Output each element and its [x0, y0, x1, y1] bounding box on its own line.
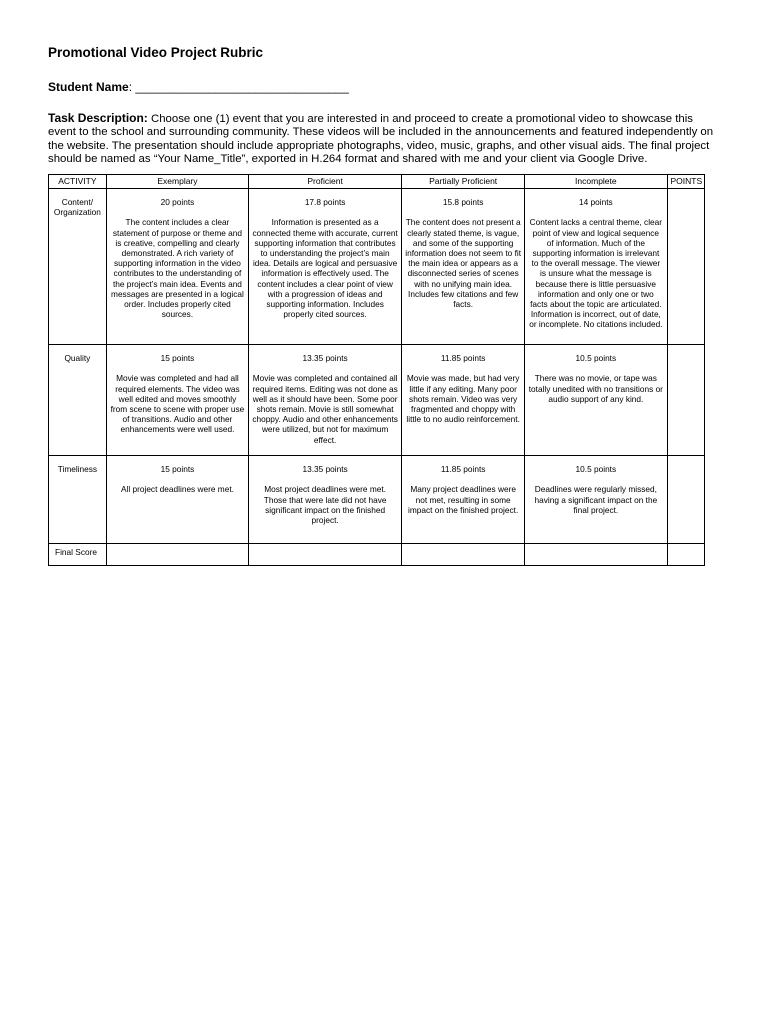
final-empty-cell [249, 544, 402, 566]
criteria-text: The content includes a clear statement of purpose or theme and is creative, compelling and clearly demonstrated. A rich variety of supporting information in the video contributes to the understanding of the project’s main idea. Events and messages are presented in a logical order. Includes properly cited sources. [111, 217, 244, 320]
final-score-cell[interactable] [667, 544, 704, 566]
criteria-text: There was no movie, or tape was totally unedited with no transitions or audio support of any kind. [528, 373, 663, 404]
final-score-label-cell [49, 544, 107, 566]
criteria-text: Movie was completed and contained all required items. Editing was not done as well as it should have been. Some poor shots remain. Movie is still somewhat choppy. Audio and other enhancements were utilized, but not for maximum effect. [252, 373, 398, 445]
activity-label: Quality [64, 353, 91, 364]
criteria-text: Content lacks a central theme, clear point of view and logical sequence of information. Much of the supporting information is irrelevant to the overall message. The viewer is unsure what the message is because there is little persuasive information and only one or two facts about the topic are articulated. Information is incorrect, out of date, or incomplete. No citations included. [529, 217, 663, 330]
exemplary-cell [106, 456, 248, 544]
activity-cell [49, 345, 107, 456]
task-description-label: Task Description: [48, 111, 148, 125]
points-label: 14 points [579, 197, 613, 208]
final-empty-cell [402, 544, 525, 566]
incomplete-cell [525, 456, 667, 544]
header-activity: ACTIVITY [49, 175, 107, 189]
points-label: 10.5 points [575, 353, 617, 364]
header-points: POINTS [667, 175, 704, 189]
score-cell[interactable] [667, 189, 704, 345]
rubric-row-content [49, 189, 705, 345]
criteria-text: Movie was made, but had very little if any editing. Many poor shots remain. Video was very fragmented and choppy with little to no audio reinforcement. [406, 373, 520, 425]
partially-proficient-cell [402, 456, 525, 544]
header-exemplary: Exemplary [106, 175, 248, 189]
activity-label: Timeliness [57, 464, 98, 475]
task-description-text: Choose one (1) event that you are interested in and proceed to create a promotional video to showcase this event to the school and surrounding community. These videos will be included in the announcements and featured independently on the website. The presentation should include appropriate photographs, video, music, graphs, and other visual aids. The final project should be named as “Your Name_Title”, exported in H.264 format and shared with me and your client via Google Drive. [48, 113, 714, 165]
header-incomplete: Incomplete [525, 175, 667, 189]
criteria-text: Most project deadlines were met. Those that were late did not have significant impact on the finished project. [263, 484, 387, 525]
rubric-row-quality [49, 345, 705, 456]
partially-proficient-cell [402, 189, 525, 345]
exemplary-cell [106, 345, 248, 456]
points-label: 20 points [160, 197, 195, 208]
points-label: 15 points [160, 353, 195, 364]
score-cell[interactable] [667, 456, 704, 544]
incomplete-cell [525, 189, 667, 345]
points-label: 15 points [160, 464, 195, 475]
score-cell[interactable] [667, 345, 704, 456]
partially-proficient-cell [402, 345, 525, 456]
student-name-label: Student Name [48, 80, 129, 94]
points-label: 11.85 points [440, 353, 486, 364]
proficient-cell [249, 189, 402, 345]
final-empty-cell [525, 544, 667, 566]
criteria-text: The content does not present a clearly stated theme, is vague, and some of the supporting information does not seem to fit the main idea or appears as a disconnected series of scenes with no unifying main idea. Includes few citations and few facts. [405, 217, 522, 310]
rubric-header-row [49, 175, 705, 189]
header-proficient: Proficient [249, 175, 402, 189]
activity-label: Content/ Organization [53, 197, 101, 218]
points-label: 10.5 points [575, 464, 617, 475]
header-partially-proficient: Partially Proficient [402, 175, 525, 189]
final-score-label: Final Score [55, 547, 97, 558]
criteria-text: Movie was completed and had all required elements. The video was well edited and moves smoothly from scene to scene with proper use of transitions. Audio and other enhancements were well used. [110, 373, 245, 435]
criteria-text: Information is presented as a connected theme with accurate, current supporting information that contributes to understanding the project’s main idea. Details are logical and persuasive information is effectively used. The content includes a clear point of view with a progression of ideas and supporting information. Includes properly cited sources. [252, 217, 398, 320]
points-label: 17.8 points [304, 197, 346, 208]
points-label: 11.85 points [440, 464, 486, 475]
rubric-row-final-score [49, 544, 705, 566]
activity-cell [49, 189, 107, 345]
rubric-document [48, 44, 718, 566]
rubric-row-timeliness [49, 456, 705, 544]
criteria-text: Deadlines were regularly missed, having a significant impact on the final project. [534, 484, 658, 515]
criteria-text: All project deadlines were met. [120, 484, 234, 495]
criteria-text: Many project deadlines were not met, resulting in some impact on the finished project. [408, 484, 519, 515]
student-name-blank: : ________________________________ [128, 80, 349, 94]
rubric-table [48, 174, 705, 566]
document-title: Promotional Video Project Rubric [48, 45, 264, 60]
points-label: 13.35 points [302, 353, 348, 364]
final-empty-cell [106, 544, 248, 566]
task-description [48, 112, 720, 166]
proficient-cell [249, 345, 402, 456]
exemplary-cell [106, 189, 248, 345]
points-label: 15.8 points [442, 197, 484, 208]
proficient-cell [249, 456, 402, 544]
activity-cell [49, 456, 107, 544]
points-label: 13.35 points [302, 464, 348, 475]
incomplete-cell [525, 345, 667, 456]
student-name-line [48, 79, 718, 95]
